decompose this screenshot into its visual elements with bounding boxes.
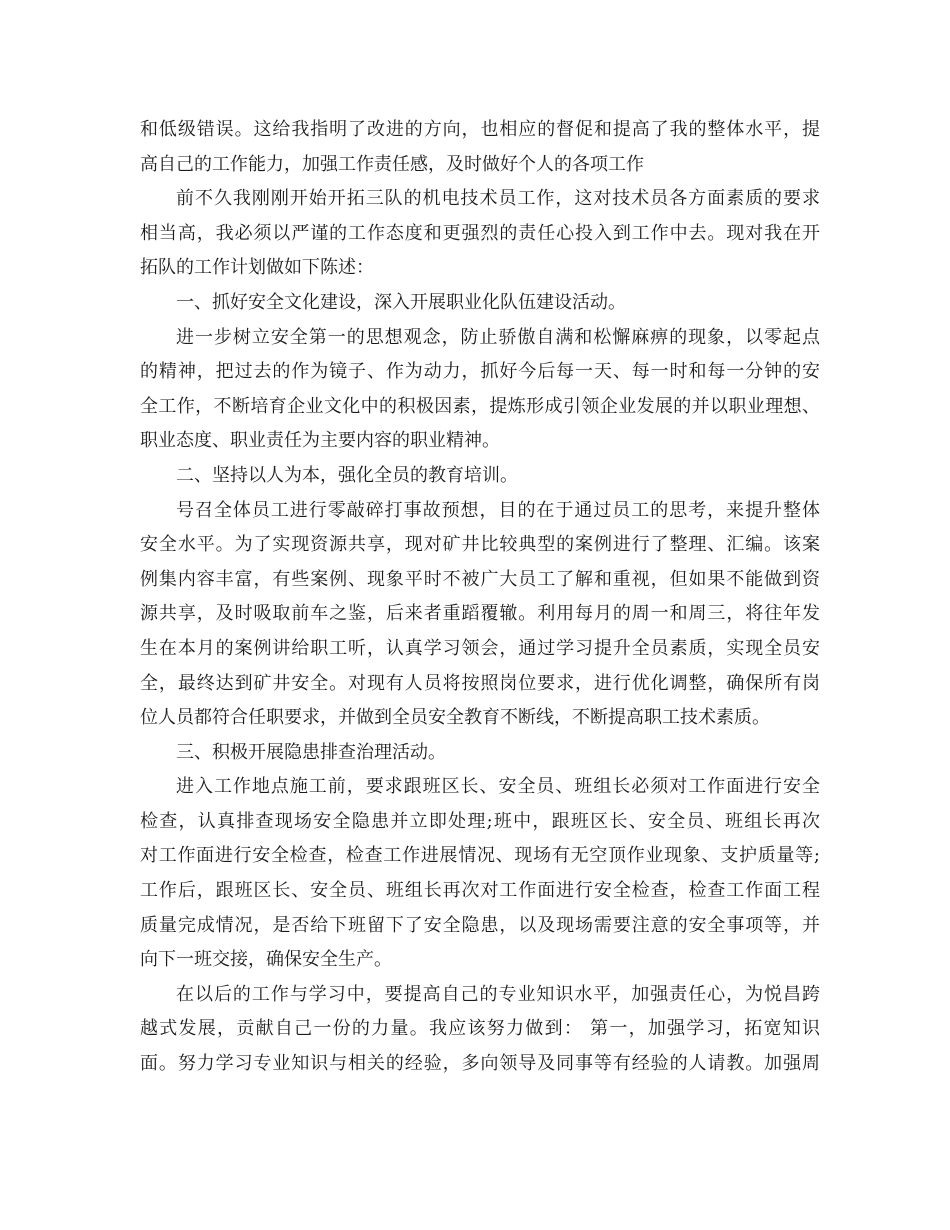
text-line: 前不久我刚刚开始开拓三队的机电技术员工作，这对技术员各方面素质的要求 xyxy=(176,188,820,210)
text-line: 向下一班交接，确保安全生产。 xyxy=(140,949,392,971)
text-line: 例集内容丰富，有些案例、现象平时不被广大员工了解和重视，但如果不能做到资 xyxy=(140,568,820,590)
section-heading xyxy=(140,286,820,321)
text-line: 源共享，及时吸取前车之鉴，后来者重蹈覆辙。利用每月的周一和周三，将往年发 xyxy=(140,603,820,625)
paragraph xyxy=(140,770,820,978)
text-line: 生在本月的案例讲给职工听，认真学习领会，通过学习提升全员素质，实现全员安 xyxy=(140,637,820,659)
text-line: 号召全体员工进行零敲碎打事故预想，目的在于通过员工的思考，来提升整体 xyxy=(176,499,820,521)
section-heading xyxy=(140,736,820,771)
paragraph xyxy=(140,113,820,182)
text-line: 高自己的工作能力，加强工作责任感，及时做好个人的各项工作 xyxy=(140,153,644,175)
text-line: 全，最终达到矿井安全。对现有人员将按照岗位要求，进行优化调整，确保所有岗 xyxy=(140,672,820,694)
text-line: 位人员都符合任职要求，并做到全员安全教育不断线，不断提高职工技术素质。 xyxy=(140,707,770,729)
text-line: 在以后的工作与学习中，要提高自己的专业知识水平，加强责任心，为悦昌跨 xyxy=(176,983,820,1005)
text-line: 三、积极开展隐患排查治理活动。 xyxy=(176,741,446,763)
text-line: 面。努力学习专业知识与相关的经验，多向领导及同事等有经验的人请教。加强周 xyxy=(140,1053,820,1075)
text-line: 工作后，跟班区长、安全员、班组长再次对工作面进行安全检查，检查工作面工程 xyxy=(140,880,820,902)
text-line: 一、抓好安全文化建设，深入开展职业化队伍建设活动。 xyxy=(176,291,626,313)
text-line: 和低级错误。这给我指明了改进的方向，也相应的督促和提高了我的整体水平，提 xyxy=(140,119,820,140)
text-line: 职业态度、职业责任为主要内容的职业精神。 xyxy=(140,430,500,452)
paragraph xyxy=(140,321,820,459)
text-line: 拓队的工作计划做如下陈述： xyxy=(140,257,374,279)
text-line: 检查，认真排查现场安全隐患并立即处理;班中，跟班区长、安全员、班组长再次 xyxy=(140,810,820,832)
text-line: 进一步树立安全第一的思想观念，防止骄傲自满和松懈麻痹的现象，以零起点 xyxy=(176,326,820,348)
text-line: 相当高，我必须以严谨的工作态度和更强烈的责任心投入到工作中去。现对我在开 xyxy=(140,222,820,244)
text-line: 安全水平。为了实现资源共享，现对矿井比较典型的案例进行了整理、汇编。该案 xyxy=(140,534,820,556)
paragraph xyxy=(140,182,820,286)
paragraph xyxy=(140,978,820,1082)
text-line: 进入工作地点施工前，要求跟班区长、安全员、班组长必须对工作面进行安全 xyxy=(176,776,820,798)
paragraph xyxy=(140,494,820,736)
section-heading xyxy=(140,459,820,494)
text-line: 的精神，把过去的作为镜子、作为动力，抓好今后每一天、每一时和每一分钟的安 xyxy=(140,361,820,383)
text-line: 越式发展，贡献自己一份的力量。我应该努力做到： 第一，加强学习，拓宽知识 xyxy=(140,1018,820,1040)
text-line: 二、坚持以人为本，强化全员的教育培训。 xyxy=(176,464,518,486)
text-line: 对工作面进行安全检查，检查工作进展情况、现场有无空顶作业现象、支护质量等; xyxy=(140,845,820,867)
text-line: 质量完成情况，是否给下班留下了安全隐患，以及现场需要注意的安全事项等，并 xyxy=(140,914,820,936)
document-page xyxy=(140,113,820,1082)
text-line: 全工作，不断培育企业文化中的积极因素，提炼形成引领企业发展的并以职业理想、 xyxy=(140,395,820,417)
